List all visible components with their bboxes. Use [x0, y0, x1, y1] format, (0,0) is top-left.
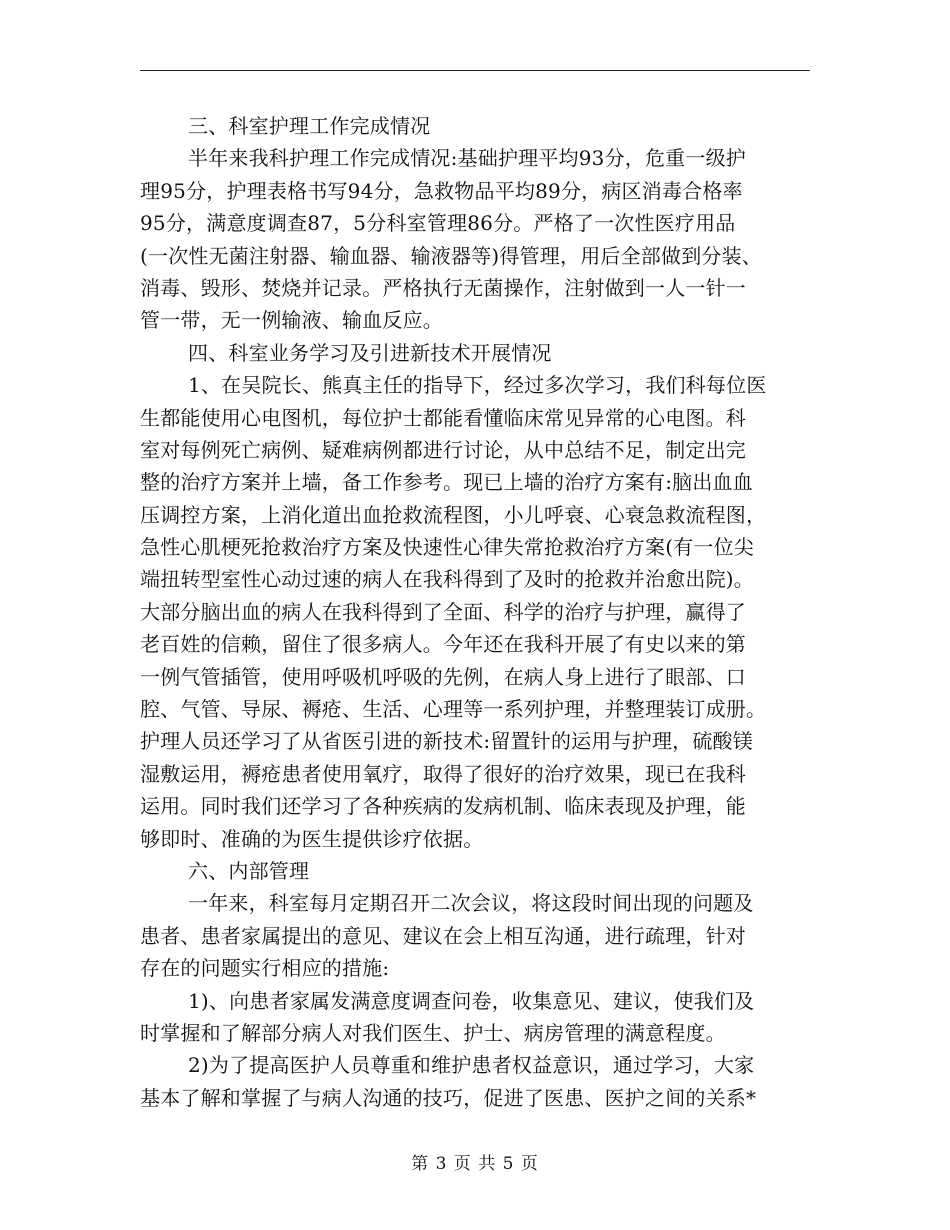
section-heading-3: 三、科室护理工作完成情况	[188, 114, 431, 138]
paragraph-line: (一次性无菌注射器、输血器、输液器等)得管理，用后全部做到分装、	[140, 243, 763, 268]
paragraph-line: 端扭转型室性心动过速的病人在我科得到了及时的抢救并治愈出院)。	[140, 567, 755, 592]
list-item-line: 2)为了提高医护人员尊重和维护患者权益意识，通过学习，大家	[188, 1053, 755, 1078]
paragraph-line: 运用。同时我们还学习了各种疾病的发病机制、临床表现及护理，能	[140, 794, 746, 819]
paragraph-line: 护理人员还学习了从省医引进的新技术:留置针的运用与护理，硫酸镁	[140, 729, 753, 754]
paragraph-line: 半年来我科护理工作完成情况:基础护理平均93分，危重一级护	[188, 146, 746, 171]
paragraph-line: 患者、患者家属提出的意见、建议在会上相互沟通，进行疏理，针对	[140, 923, 746, 948]
paragraph-line: 生都能使用心电图机，每位护士都能看懂临床常见异常的心电图。科	[140, 405, 746, 430]
paragraph-line: 管一带，无一例输液、输血反应。	[140, 308, 443, 333]
paragraph-line: 1、在吴院长、熊真主任的指导下，经过多次学习，我们科每位医	[188, 373, 767, 398]
paragraph-line: 老百姓的信赖，留住了很多病人。今年还在我科开展了有史以来的第	[140, 632, 746, 657]
list-item-line: 1)、向患者家属发满意度调查问卷，收集意见、建议，使我们及	[188, 988, 755, 1013]
list-item-line: 基本了解和掌握了与病人沟通的技巧，促进了医患、医护之间的关系*	[140, 1085, 757, 1110]
paragraph-line: 整的治疗方案并上墙，备工作参考。现已上墙的治疗方案有:脑出血血	[140, 470, 753, 495]
document-body	[140, 110, 812, 1114]
paragraph-line: 消毒、毁形、焚烧并记录。严格执行无菌操作，注射做到一人一针一	[140, 275, 746, 300]
page-number-footer: 第 3 页 共 5 页	[411, 1154, 539, 1174]
list-item-line: 时掌握和了解部分病人对我们医生、护士、病房管理的满意程度。	[140, 1020, 726, 1045]
paragraph-line: 腔、气管、导尿、褥疮、生活、心理等一系列护理，并整理装订成册。	[140, 697, 767, 722]
paragraph-line: 压调控方案，上消化道出血抢救流程图，小儿呼衰、心衰急救流程图，	[140, 502, 767, 527]
paragraph-line: 一年来，科室每月定期召开二次会议，将这段时间出现的问题及	[188, 891, 754, 916]
paragraph-line: 一例气管插管，使用呼吸机呼吸的先例，在病人身上进行了眼部、口	[140, 664, 746, 689]
paragraph-line: 存在的问题实行相应的措施:	[140, 956, 390, 981]
paragraph-line: 室对每例死亡病例、疑难病例都进行讨论，从中总结不足，制定出完	[140, 437, 746, 462]
paragraph-line: 够即时、准确的为医生提供诊疗依据。	[140, 826, 484, 851]
section-heading-6: 六、内部管理	[188, 858, 310, 883]
paragraph-line: 大部分脑出血的病人在我科得到了全面、科学的治疗与护理，赢得了	[140, 599, 746, 624]
paragraph-line: 急性心肌梗死抢救治疗方案及快速性心律失常抢救治疗方案(有一位尖	[140, 535, 755, 560]
paragraph-line: 理95分，护理表格书写94分，急救物品平均89分，病区消毒合格率	[140, 178, 743, 203]
paragraph-line: 95分，满意度调查87，5分科室管理86分。严格了一次性医疗用品	[140, 211, 736, 236]
header-rule	[140, 70, 810, 71]
paragraph-line: 湿敷运用，褥疮患者使用氧疗，取得了很好的治疗效果，现已在我科	[140, 761, 746, 786]
section-heading-4: 四、科室业务学习及引进新技术开展情况	[188, 340, 552, 365]
